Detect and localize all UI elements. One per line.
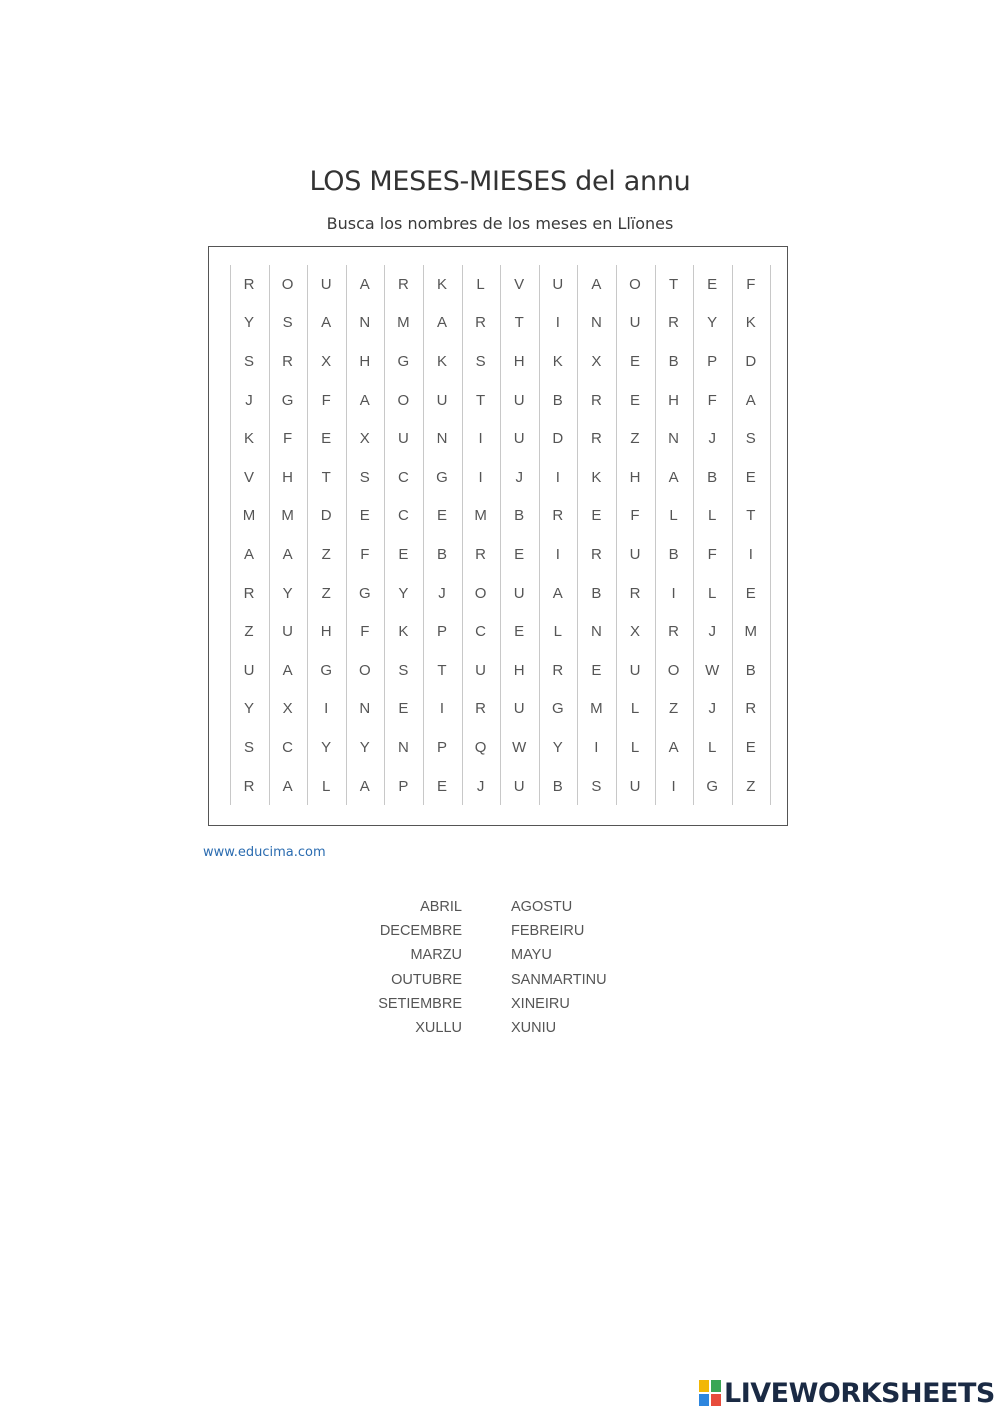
grid-letter-cell[interactable]: U (513, 391, 525, 409)
grid-letter-cell[interactable]: S (282, 314, 293, 332)
grid-letter-cell[interactable]: F (360, 623, 370, 641)
grid-letter-cell[interactable]: I (555, 545, 560, 563)
grid-letter-cell[interactable]: E (359, 507, 370, 525)
grid-letter-cell[interactable]: B (552, 777, 563, 795)
grid-letter-cell[interactable]: M (474, 507, 487, 525)
grid-letter-cell[interactable]: Y (707, 314, 718, 332)
word-list-item: DECEMBRE (379, 923, 462, 940)
grid-letter-cell[interactable]: W (512, 738, 527, 756)
grid-letter-cell[interactable]: A (552, 584, 563, 602)
word-list-item: ABRIL (420, 899, 462, 915)
word-list-item: MAYU (511, 947, 552, 964)
grid-letter-cell[interactable]: H (629, 468, 641, 486)
grid-letter-cell[interactable]: H (320, 623, 332, 641)
grid-letter-cell[interactable]: J (708, 430, 716, 448)
word-list-item: OUTUBRE (391, 971, 462, 988)
grid-letter-cell[interactable]: B (668, 545, 679, 563)
grid-letter-cell[interactable]: K (552, 352, 563, 370)
grid-letter-cell[interactable]: E (707, 275, 718, 293)
grid-letter-cell[interactable]: G (320, 661, 333, 679)
grid-letter-cell[interactable]: M (242, 507, 256, 525)
grid-letter-cell[interactable]: U (513, 777, 525, 795)
grid-letter-cell[interactable]: T (746, 507, 756, 525)
grid-letter-cell[interactable]: B (707, 468, 718, 486)
grid-letter-cell[interactable]: G (397, 352, 410, 370)
word-list-item: SANMARTINU (511, 971, 607, 988)
grid-letter-cell[interactable]: R (243, 777, 255, 795)
grid-letter-cell[interactable]: U (629, 661, 641, 679)
logo-square (710, 1393, 722, 1407)
grid-letter-cell[interactable]: T (321, 468, 331, 486)
grid-letter-cell[interactable]: Z (244, 623, 254, 641)
grid-letter-cell[interactable]: R (590, 430, 602, 448)
grid-letter-cell[interactable]: I (555, 314, 560, 332)
grid-letter-cell[interactable]: L (669, 507, 678, 525)
grid-letter-cell[interactable]: L (708, 584, 717, 602)
grid-letter-cell[interactable]: T (437, 661, 447, 679)
grid-letter-cell[interactable]: S (745, 430, 756, 448)
grid-letter-cell[interactable]: R (243, 275, 255, 293)
grid-letter-cell[interactable]: R (668, 314, 680, 332)
grid-letter-cell[interactable]: T (514, 314, 524, 332)
grid-letter-cell[interactable]: E (745, 468, 756, 486)
grid-letter-cell[interactable]: C (397, 507, 409, 525)
grid-letter-cell[interactable]: Q (474, 738, 487, 756)
grid-letter-cell[interactable]: B (668, 352, 679, 370)
grid-letter-cell[interactable]: U (513, 430, 525, 448)
grid-letter-cell[interactable]: I (555, 468, 560, 486)
word-list-item: XUNIU (511, 1019, 557, 1036)
grid-letter-cell[interactable]: K (591, 468, 602, 486)
grid-letter-cell[interactable]: E (321, 430, 332, 448)
grid-letter-cell[interactable]: K (436, 275, 447, 293)
grid-letter-cell[interactable]: R (590, 391, 602, 409)
grid-letter-cell[interactable]: O (474, 584, 487, 602)
grid-letter-cell[interactable]: U (629, 545, 641, 563)
grid-letter-cell[interactable]: U (629, 777, 641, 795)
liveworksheets-logo-icon (698, 1379, 722, 1407)
grid-letter-cell[interactable]: U (436, 391, 448, 409)
grid-letter-cell[interactable]: F (746, 275, 756, 293)
grid-letter-cell[interactable]: U (629, 314, 641, 332)
word-list-right (511, 897, 711, 1042)
grid-letter-cell[interactable]: G (358, 584, 371, 602)
grid-letter-cell[interactable]: P (436, 738, 447, 756)
grid-letter-cell[interactable]: Y (282, 584, 293, 602)
grid-letter-cell[interactable]: R (629, 584, 641, 602)
grid-letter-cell[interactable]: N (359, 700, 371, 718)
grid-letter-cell[interactable]: I (671, 584, 676, 602)
logo-square (698, 1379, 710, 1393)
grid-letter-cell[interactable]: F (707, 391, 717, 409)
grid-letter-cell[interactable]: E (436, 777, 447, 795)
grid-letter-cell[interactable]: Y (243, 314, 254, 332)
grid-letter-cell[interactable]: A (243, 545, 254, 563)
grid-letter-cell[interactable]: C (475, 623, 487, 641)
grid-letter-cell[interactable]: R (552, 661, 564, 679)
grid-letter-cell[interactable]: D (320, 507, 332, 525)
grid-letter-cell[interactable]: A (321, 314, 332, 332)
grid-letter-cell[interactable]: F (360, 545, 370, 563)
grid-letter-cell[interactable]: Y (398, 584, 409, 602)
grid-letter-cell[interactable]: T (476, 391, 486, 409)
grid-letter-cell[interactable]: F (707, 545, 717, 563)
grid-letter-cell[interactable]: E (436, 507, 447, 525)
grid-letter-cell[interactable]: M (281, 507, 294, 525)
grid-letter-cell[interactable]: S (475, 352, 486, 370)
grid-letter-cell[interactable]: N (436, 430, 448, 448)
grid-letter-cell[interactable]: R (243, 584, 255, 602)
grid-letter-cell[interactable]: R (475, 700, 487, 718)
grid-letter-cell[interactable]: S (591, 777, 602, 795)
grid-letter-cell[interactable]: J (515, 468, 523, 486)
grid-letter-cell[interactable]: D (552, 430, 564, 448)
grid-letter-cell[interactable]: Z (321, 545, 331, 563)
grid-letter-cell[interactable]: F (283, 430, 293, 448)
grid-letter-cell[interactable]: V (514, 275, 525, 293)
word-list-item: XINEIRU (511, 995, 570, 1012)
grid-letter-cell[interactable]: A (282, 777, 293, 795)
grid-letter-cell[interactable]: K (398, 623, 409, 641)
grid-letter-cell[interactable]: X (282, 700, 293, 718)
grid-letter-cell[interactable]: E (591, 507, 602, 525)
grid-letter-cell[interactable]: I (594, 738, 599, 756)
grid-letter-cell[interactable]: O (358, 661, 371, 679)
grid-letter-cell[interactable]: L (708, 738, 717, 756)
liveworksheets-brand[interactable] (698, 1376, 995, 1410)
grid-letter-cell[interactable]: R (475, 314, 487, 332)
grid-letter-cell[interactable]: S (398, 661, 409, 679)
grid-letter-cell[interactable]: V (243, 468, 254, 486)
word-list-left (300, 897, 462, 1042)
grid-letter-cell[interactable]: J (438, 584, 446, 602)
grid-letter-cell[interactable]: C (282, 738, 294, 756)
grid-letter-cell[interactable]: W (705, 661, 720, 679)
grid-letter-cell[interactable]: H (513, 352, 525, 370)
grid-letter-cell[interactable]: O (629, 275, 641, 293)
grid-letter-cell[interactable]: E (398, 545, 409, 563)
grid-letter-cell[interactable]: Y (243, 700, 254, 718)
grid-letter-cell[interactable]: M (744, 623, 758, 641)
grid-letter-cell[interactable]: U (243, 661, 255, 679)
grid-letter-cell[interactable]: B (745, 661, 756, 679)
grid-letter-cell[interactable]: Z (746, 777, 756, 795)
grid-letter-cell[interactable]: H (282, 468, 294, 486)
grid-letter-cell[interactable]: S (243, 352, 254, 370)
grid-letter-cell[interactable]: L (553, 623, 562, 641)
grid-letter-cell[interactable]: F (630, 507, 640, 525)
logo-square (710, 1379, 722, 1393)
word-list-item: AGOSTU (511, 899, 573, 915)
grid-letter-cell[interactable]: J (245, 391, 253, 409)
source-link[interactable]: www.educima.com (203, 845, 326, 860)
word-search-grid (230, 265, 770, 805)
grid-letter-cell[interactable]: J (476, 777, 485, 795)
grid-letter-cell[interactable]: O (667, 661, 680, 679)
grid-letter-cell[interactable]: O (281, 275, 294, 293)
grid-letter-cell[interactable]: B (591, 584, 602, 602)
grid-letter-cell[interactable]: E (745, 738, 756, 756)
grid-letter-cell[interactable]: X (629, 623, 640, 641)
grid-letter-cell[interactable]: Y (321, 738, 332, 756)
grid-letter-cell[interactable]: L (476, 275, 485, 293)
grid-letter-cell[interactable]: P (398, 777, 409, 795)
grid-letter-cell[interactable]: A (359, 275, 370, 293)
grid-letter-cell[interactable]: U (282, 623, 294, 641)
grid-letter-cell[interactable]: Y (552, 738, 563, 756)
grid-letter-cell[interactable]: H (668, 391, 680, 409)
word-list-item: SETIEMBRE (378, 995, 462, 1012)
grid-letter-cell[interactable]: R (475, 545, 487, 563)
grid-letter-cell[interactable]: M (397, 314, 410, 332)
grid-letter-cell[interactable]: S (359, 468, 370, 486)
grid-letter-cell[interactable]: L (630, 738, 640, 756)
word-list-item: MARZU (410, 947, 462, 964)
grid-letter-cell[interactable]: N (397, 738, 409, 756)
grid-letter-cell[interactable]: J (708, 623, 716, 641)
grid-letter-cell[interactable]: N (359, 314, 371, 332)
grid-letter-cell[interactable]: D (745, 352, 757, 370)
grid-letter-cell[interactable]: B (436, 545, 447, 563)
grid-letter-cell[interactable]: A (591, 275, 602, 293)
grid-letter-cell[interactable]: B (514, 507, 525, 525)
word-list-item: FEBREIRU (511, 923, 585, 940)
grid-letter-cell[interactable]: U (320, 275, 332, 293)
grid-letter-cell[interactable]: Z (321, 584, 331, 602)
grid-letter-cell[interactable]: N (590, 623, 602, 641)
grid-letter-cell[interactable]: J (708, 700, 716, 718)
grid-letter-cell[interactable]: E (591, 661, 602, 679)
grid-letter-cell[interactable]: U (397, 430, 409, 448)
grid-letter-cell[interactable]: G (281, 391, 294, 409)
grid-letter-cell[interactable]: R (745, 700, 757, 718)
grid-letter-cell[interactable]: F (321, 391, 331, 409)
grid-letter-cell[interactable]: I (671, 777, 676, 795)
word-search-frame (208, 246, 788, 826)
grid-letter-cell[interactable]: L (322, 777, 331, 795)
grid-letter-cell[interactable]: C (397, 468, 409, 486)
grid-letter-cell[interactable]: E (514, 623, 525, 641)
grid-letter-cell[interactable]: U (513, 584, 525, 602)
grid-letter-cell[interactable]: I (748, 545, 753, 563)
grid-letter-cell[interactable]: G (706, 777, 719, 795)
grid-letter-cell[interactable]: K (243, 430, 254, 448)
grid-letter-cell[interactable]: N (590, 314, 602, 332)
grid-letter-cell[interactable]: A (282, 545, 293, 563)
word-list-item: XULLU (415, 1019, 462, 1036)
grid-letter-cell[interactable]: A (745, 391, 756, 409)
grid-column-line (770, 265, 771, 805)
page-subtitle: Busca los nombres de los meses en Llïones (326, 214, 674, 233)
grid-letter-cell[interactable]: E (629, 352, 640, 370)
grid-letter-cell[interactable]: O (397, 391, 410, 409)
grid-letter-cell[interactable]: A (436, 314, 447, 332)
grid-letter-cell[interactable]: X (359, 430, 370, 448)
page-title: LOS MESES-MIESES del annu (309, 166, 691, 197)
grid-letter-cell[interactable]: A (282, 661, 293, 679)
grid-letter-cell[interactable]: R (397, 275, 409, 293)
grid-letter-cell[interactable]: A (668, 468, 679, 486)
grid-letter-cell[interactable]: A (359, 777, 370, 795)
grid-letter-cell[interactable]: K (745, 314, 756, 332)
grid-letter-cell[interactable]: P (707, 352, 718, 370)
grid-letter-cell[interactable]: L (708, 507, 717, 525)
grid-letter-cell[interactable]: E (629, 391, 640, 409)
grid-letter-cell[interactable]: T (669, 275, 679, 293)
grid-letter-cell[interactable]: H (513, 661, 525, 679)
grid-letter-cell[interactable]: S (243, 738, 254, 756)
grid-letter-cell[interactable]: A (359, 391, 370, 409)
grid-letter-cell[interactable]: Y (359, 738, 370, 756)
grid-letter-cell[interactable]: R (552, 507, 564, 525)
grid-letter-cell[interactable]: U (552, 275, 564, 293)
grid-letter-cell[interactable]: A (668, 738, 679, 756)
grid-letter-cell[interactable]: B (552, 391, 563, 409)
grid-letter-cell[interactable]: R (668, 623, 680, 641)
grid-letter-cell[interactable]: E (514, 545, 525, 563)
grid-letter-cell[interactable]: I (478, 430, 483, 448)
grid-letter-cell[interactable]: X (321, 352, 332, 370)
grid-letter-cell[interactable]: H (359, 352, 371, 370)
grid-letter-cell[interactable]: R (282, 352, 294, 370)
grid-letter-cell[interactable]: N (668, 430, 680, 448)
grid-letter-cell[interactable]: E (745, 584, 756, 602)
grid-letter-cell[interactable]: U (513, 700, 525, 718)
grid-letter-cell[interactable]: E (398, 700, 409, 718)
grid-letter-cell[interactable]: Z (669, 700, 679, 718)
grid-letter-cell[interactable]: R (590, 545, 602, 563)
grid-letter-cell[interactable]: U (475, 661, 487, 679)
grid-letter-cell[interactable]: K (436, 352, 447, 370)
grid-letter-cell[interactable]: I (478, 468, 483, 486)
grid-letter-cell[interactable]: M (590, 700, 603, 718)
grid-letter-cell[interactable]: Z (630, 430, 640, 448)
grid-letter-cell[interactable]: G (551, 700, 564, 718)
grid-letter-cell[interactable]: L (630, 700, 640, 718)
logo-square (698, 1393, 710, 1407)
grid-letter-cell[interactable]: P (436, 623, 447, 641)
grid-letter-cell[interactable]: I (439, 700, 445, 718)
grid-letter-cell[interactable]: I (324, 700, 329, 718)
grid-letter-cell[interactable]: G (436, 468, 448, 486)
brand-text: LIVEWORKSHEETS (724, 1377, 995, 1409)
grid-letter-cell[interactable]: X (591, 352, 602, 370)
